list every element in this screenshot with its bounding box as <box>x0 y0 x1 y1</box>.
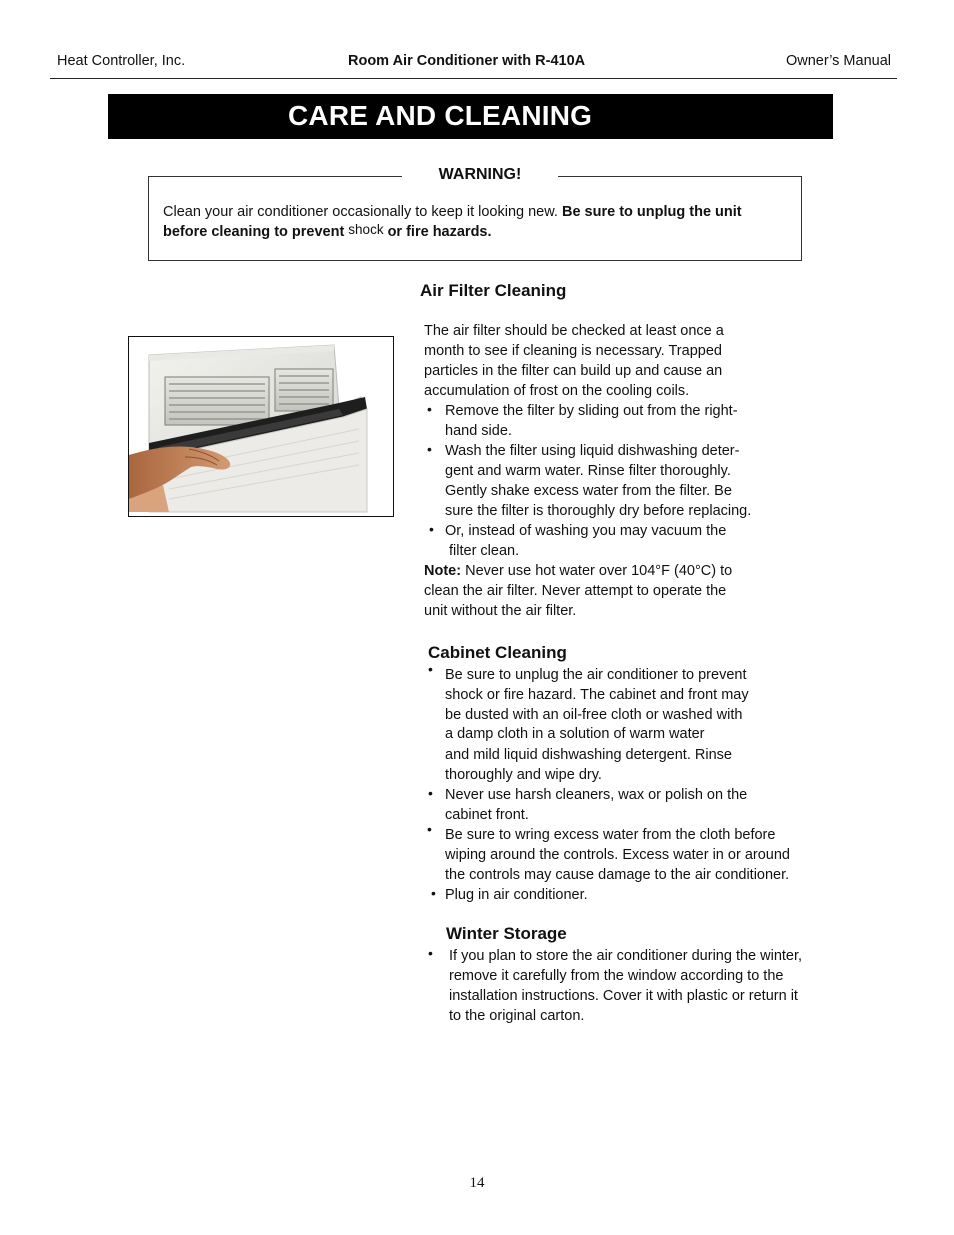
bullet-dot: • <box>429 521 434 537</box>
cabinet-bullet-4: Plug in air conditioner. <box>445 887 588 903</box>
air-conditioner-illustration <box>129 337 393 516</box>
air-filter-note-line: clean the air filter. Never attempt to operate the <box>424 583 727 599</box>
warning-shock-word: shock <box>348 222 384 237</box>
warning-text-bold-3: or fire hazards. <box>387 224 492 240</box>
bullet-dot: • <box>431 885 436 901</box>
header-company: Heat Controller, Inc. <box>57 53 186 69</box>
winter-bullet-1: to the original carton. <box>449 1008 585 1024</box>
note-text: Never use hot water over 104°F (40°C) to <box>465 563 733 579</box>
winter-heading: Winter Storage <box>446 924 567 943</box>
air-filter-bullet-3: Or, instead of washing you may vacuum the <box>445 523 727 539</box>
filter-removal-photo <box>128 336 394 517</box>
bullet-dot: • <box>427 441 432 457</box>
cabinet-bullet-2: Never use harsh cleaners, wax or polish on the <box>445 787 748 803</box>
header-manual: Owner’s Manual <box>785 53 891 69</box>
air-filter-heading: Air Filter Cleaning <box>420 281 567 300</box>
air-filter-intro-line: month to see if cleaning is necessary. Trapped <box>424 343 722 359</box>
cabinet-bullet-3: Be sure to wring excess water from the cloth before <box>445 827 776 843</box>
bullet-dot: • <box>428 785 433 801</box>
section-title-bar <box>108 94 833 139</box>
section-title: CARE AND CLEANING <box>288 100 593 131</box>
warning-text <box>163 202 793 242</box>
air-filter-bullet-2: gent and warm water. Rinse filter thoroughly. <box>445 463 731 479</box>
air-filter-bullet-3: filter clean. <box>449 543 520 559</box>
winter-bullet-1: remove it carefully from the window according to the <box>449 968 784 984</box>
bullet-dot: • <box>428 945 433 961</box>
note-label: Note: <box>424 563 462 579</box>
cabinet-bullet-3: wiping around the controls. Excess water in or around <box>445 847 790 863</box>
cabinet-bullet-2: cabinet front. <box>445 807 529 823</box>
cabinet-bullet-1: and mild liquid dishwashing detergent. Rinse <box>445 747 732 763</box>
cabinet-bullet-1: be dusted with an oil-free cloth or washed with <box>445 707 743 723</box>
bullet-dot: • <box>428 661 433 677</box>
header-product: Room Air Conditioner with R-410A <box>348 53 586 69</box>
air-filter-intro-line: particles in the filter can build up and cause an <box>424 363 723 379</box>
cabinet-bullet-1: thoroughly and wipe dry. <box>445 767 602 783</box>
bullet-dot: • <box>427 821 432 837</box>
bullet-dot: • <box>427 401 432 417</box>
air-filter-intro-line: The air filter should be checked at least once a <box>424 323 724 339</box>
page-number: 14 <box>469 1175 485 1191</box>
air-filter-intro-line: accumulation of frost on the cooling coils. <box>424 383 690 399</box>
air-filter-bullet-2: sure the filter is thoroughly dry before replacing. <box>445 503 752 519</box>
cabinet-heading: Cabinet Cleaning <box>428 643 567 662</box>
winter-bullet-1: If you plan to store the air conditioner during the winter, <box>449 948 803 964</box>
air-filter-bullet-1: Remove the filter by sliding out from the right- <box>445 403 738 419</box>
cabinet-bullet-3: the controls may cause damage to the air conditioner. <box>445 867 790 883</box>
air-filter-bullet-2: Gently shake excess water from the filter. Be <box>445 483 732 499</box>
air-filter-note-line: unit without the air filter. <box>424 603 577 619</box>
warning-text-bold-1: Be sure to unplug the unit <box>561 204 742 220</box>
warning-text-bold-2: before cleaning to prevent <box>163 224 345 240</box>
cabinet-bullet-1: a damp cloth in a solution of warm water <box>445 726 705 742</box>
air-filter-bullet-2: Wash the filter using liquid dishwashing deter- <box>445 443 740 459</box>
air-filter-note <box>424 561 732 581</box>
warning-title: WARNING! <box>402 164 558 186</box>
cabinet-bullet-1: Be sure to unplug the air conditioner to prevent <box>445 667 747 683</box>
warning-text-normal: Clean your air conditioner occasionally to keep it looking new. <box>163 204 558 220</box>
winter-bullet-1: installation instructions. Cover it with plastic or return it <box>449 988 798 1004</box>
header-rule <box>50 78 897 79</box>
air-filter-bullet-1: hand side. <box>445 423 512 439</box>
cabinet-bullet-1: shock or fire hazard. The cabinet and front may <box>445 687 749 703</box>
